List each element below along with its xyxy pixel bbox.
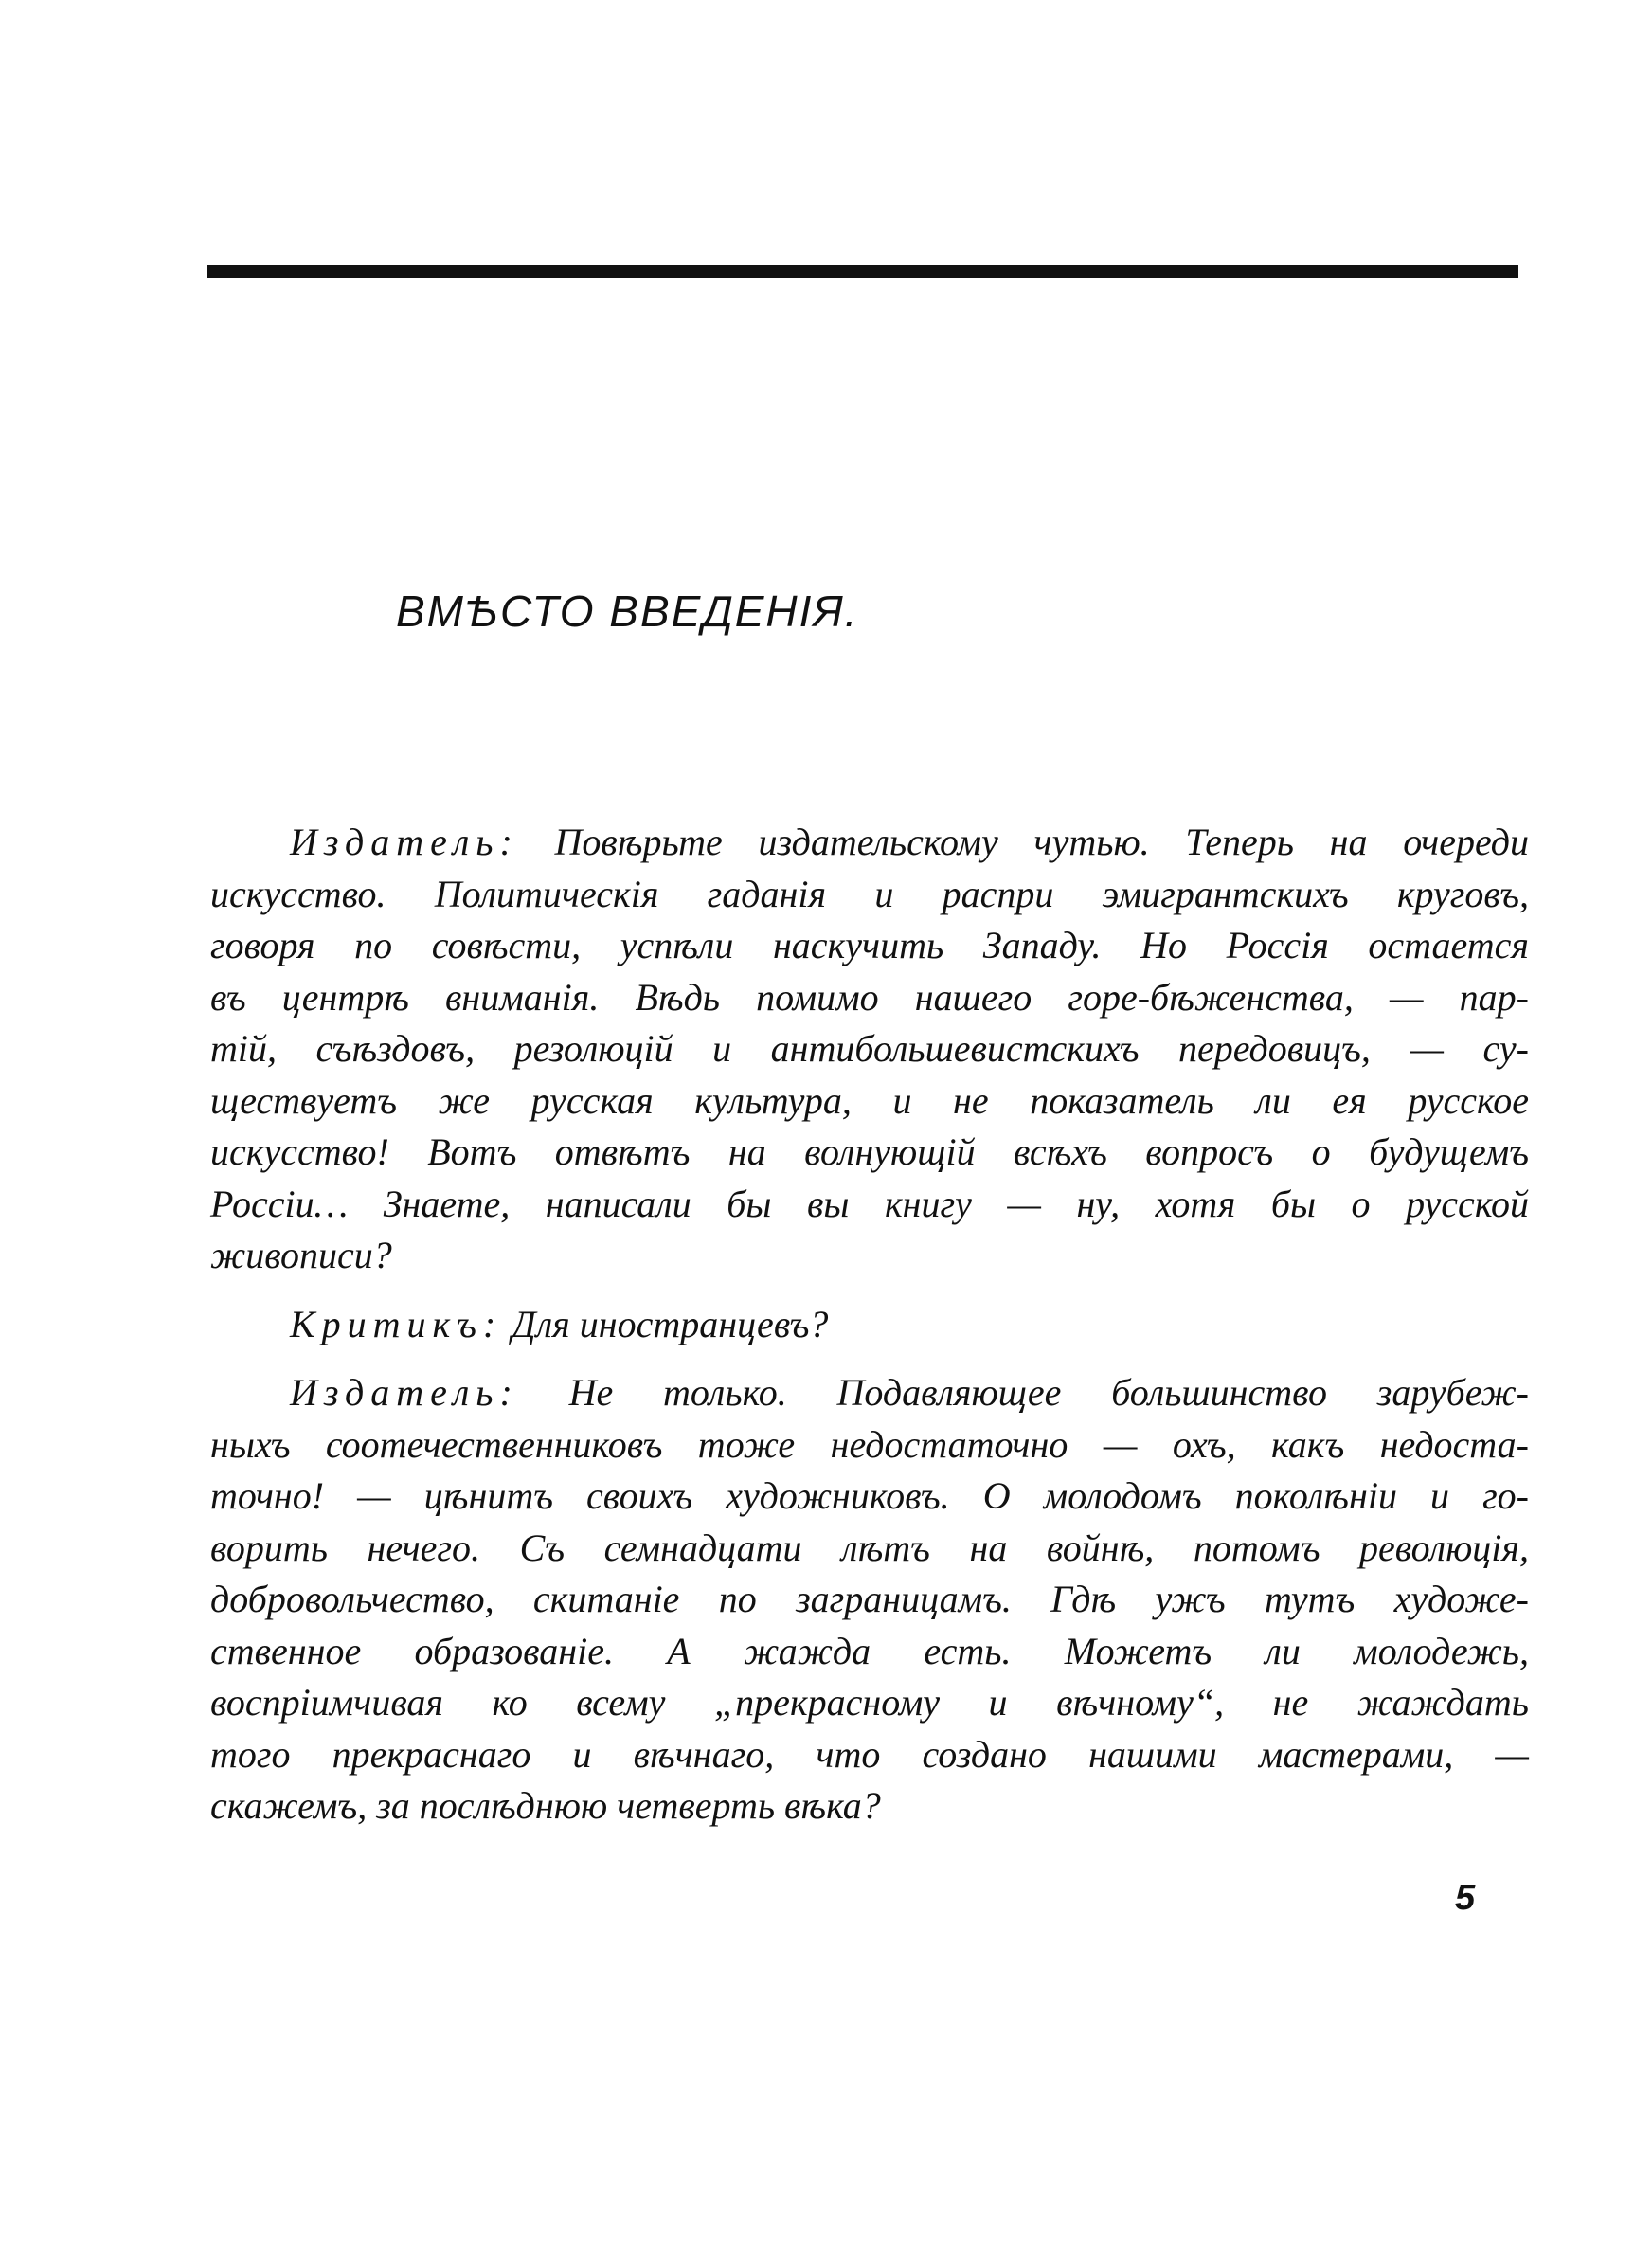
body-text	[210, 817, 1529, 1850]
page-number: 5	[1455, 1878, 1476, 1918]
text-line: Россіи… Знаете, написали бы вы книгу — ну, хотя бы о русской	[210, 1182, 1529, 1225]
line-text: Повѣрьте издательскому чутью. Теперь на очереди	[518, 821, 1529, 863]
text-line: тій, съѣздовъ, резолюцій и антибольшевистскихъ передовицъ, — су-	[210, 1027, 1529, 1070]
text-line	[210, 1299, 1529, 1351]
text-line: говоря по совѣсти, успѣли наскучить Западу. Но Россія остается	[210, 924, 1529, 966]
chapter-title: ВМѢСТО ВВЕДЕНІЯ.	[396, 587, 859, 636]
line-text: Для иностранцевъ?	[502, 1302, 829, 1345]
speaker-label: Издатель:	[290, 821, 519, 863]
speaker-label: Издатель:	[290, 1371, 519, 1414]
line-text: Не только. Подавляющее большинство зарубеж-	[518, 1371, 1529, 1414]
text-line: того прекраснаго и вѣчнаго, что создано нашими мастерами, —	[210, 1732, 1529, 1776]
text-line: скажемъ, за послѣднюю четверть вѣка?	[210, 1784, 881, 1827]
text-line: ственное образованіе. А жажда есть. Можетъ ли молодежь,	[210, 1629, 1529, 1672]
text-line: воспріимчивая ко всему „прекрасному и вѣчному“, не жаждать	[210, 1681, 1529, 1724]
paragraph	[210, 1367, 1529, 1833]
text-line: ныхъ соотечественниковъ тоже недостаточно — охъ, какъ недоста-	[210, 1422, 1529, 1466]
text-line: точно! — цѣнитъ своихъ художниковъ. О молодомъ поколѣніи и го-	[210, 1474, 1529, 1517]
text-line: добровольчество, скитаніе по заграницамъ. Гдѣ ужъ тутъ художе-	[210, 1578, 1529, 1620]
paragraph	[210, 1299, 1529, 1351]
text-line: ществуетъ же русская культура, и не показатель ли ея русское	[210, 1078, 1529, 1122]
text-line: искусство! Вотъ отвѣтъ на волнующій всѣхъ вопросъ о будущемъ	[210, 1130, 1529, 1173]
text-line: искусство. Политическія гаданія и распри эмигрантскихъ круговъ,	[210, 872, 1529, 915]
text-line	[210, 1367, 1529, 1419]
text-line: ворить нечего. Съ семнадцати лѣтъ на войнѣ, потомъ революція,	[210, 1526, 1529, 1569]
paragraph	[210, 817, 1529, 1282]
top-rule	[206, 265, 1518, 278]
text-line: живописи?	[210, 1234, 392, 1276]
text-line	[210, 817, 1529, 869]
speaker-label: Критикъ:	[290, 1302, 503, 1345]
text-line: въ центрѣ вниманія. Вѣдь помимо нашего горе-бѣженства, — пар-	[210, 975, 1529, 1019]
